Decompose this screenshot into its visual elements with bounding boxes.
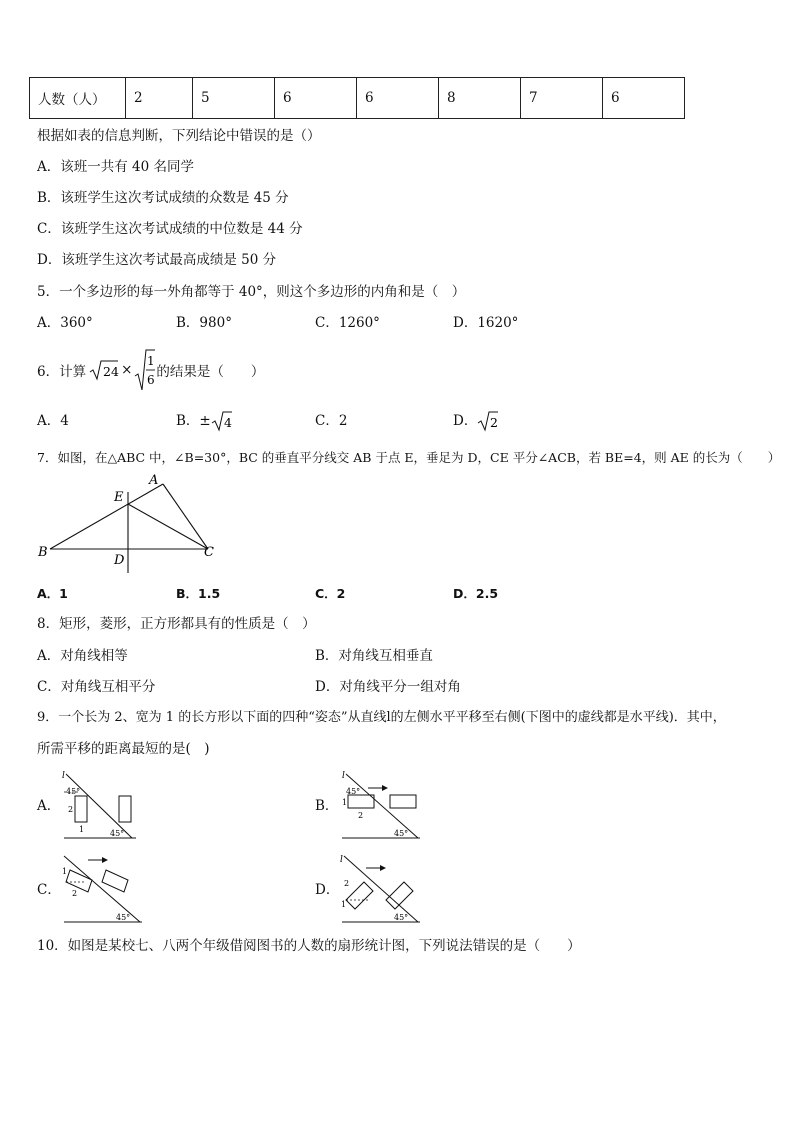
- table-header-cell: 人数（人）: [30, 78, 126, 119]
- question-5-option-b: B．980°: [176, 315, 232, 331]
- question-8-option-b: B．对角线互相垂直: [315, 648, 433, 664]
- line-l-label: l: [340, 855, 343, 865]
- side-1-label: 1: [342, 798, 348, 807]
- question-6-suffix: 的结果是（ ）: [156, 364, 265, 380]
- end-rectangle: [119, 796, 131, 822]
- question-8-stem: 8．矩形，菱形，正方形都具有的性质是（ ）: [37, 616, 316, 632]
- sqrt-fraction-expression: [134, 348, 156, 392]
- question-6-option-c: C．2: [315, 413, 348, 429]
- question-5-option-d: D．1620°: [453, 315, 519, 331]
- question-9-stem-line-2: 所需平移的距离最短的是( ): [37, 741, 210, 757]
- question-5-option-c: C．1260°: [315, 315, 380, 331]
- start-rectangle: [75, 796, 87, 822]
- end-rectangle: [390, 795, 416, 808]
- side-2-label: 2: [68, 805, 74, 814]
- table-cell: 6: [275, 78, 357, 119]
- question-4-option-c: C．该班学生这次考试成绩的中位数是 44 分: [37, 221, 303, 237]
- radicand-2: 2: [490, 415, 499, 430]
- angle-45-label-top: 45°: [346, 787, 361, 796]
- question-8-option-a: A．对角线相等: [37, 648, 128, 664]
- question-6-stem: [37, 348, 264, 392]
- question-5-option-a: A．360°: [37, 315, 93, 331]
- triangle-figure: [36, 472, 218, 576]
- question-4-stem: 根据如表的信息判断，下列结论中错误的是（）: [37, 128, 321, 144]
- question-8-option-d: D．对角线平分一组对角: [315, 679, 461, 695]
- rectangle-figure-d: [338, 852, 423, 924]
- fraction-denominator: 6: [147, 373, 156, 387]
- question-9-option-a-label: A．: [37, 798, 61, 814]
- side-2-label: 2: [358, 811, 364, 820]
- side-2-label: 2: [344, 879, 350, 888]
- table-cell: 6: [603, 78, 685, 119]
- line-l-label: l: [342, 771, 345, 781]
- times-sign: ×: [121, 362, 133, 378]
- arrow-head-icon: [380, 865, 386, 871]
- segment-ac: [163, 484, 208, 549]
- start-rectangle: [66, 870, 92, 892]
- question-6-option-b: [176, 410, 233, 432]
- table-cell: 5: [193, 78, 275, 119]
- radicand-24: 24: [103, 364, 119, 379]
- point-c-label: C: [204, 545, 214, 560]
- radicand-4: 4: [223, 415, 232, 430]
- line-l-label: l: [62, 771, 65, 781]
- frequency-table: [29, 77, 685, 119]
- start-rectangle: [346, 882, 373, 909]
- angle-45-label-bottom: 45°: [394, 829, 409, 838]
- point-a-label: A: [149, 473, 159, 488]
- angle-45-label-bottom: 45°: [110, 829, 125, 838]
- point-b-label: B: [38, 545, 48, 560]
- angle-45-label-bottom: 45°: [116, 913, 131, 922]
- question-9-option-c-label: C．: [37, 882, 61, 898]
- question-6-option-b-label: B．±: [176, 413, 211, 429]
- question-5-stem: 5．一个多边形的每一外角都等于 40°，则这个多边形的内角和是（ ）: [37, 284, 466, 300]
- arrow-head-icon: [382, 785, 388, 791]
- side-1-label: 1: [62, 867, 68, 876]
- table-row: [30, 78, 685, 119]
- rectangle-figure-a: [60, 770, 140, 840]
- table-cell: 6: [357, 78, 439, 119]
- question-4-option-d: D．该班学生这次考试最高成绩是 50 分: [37, 252, 277, 268]
- table-cell: 2: [126, 78, 193, 119]
- side-1-label: 1: [341, 900, 347, 909]
- question-9-stem-line-1: 9．一个长为 2、宽为 1 的长方形以下面的四种“姿态”从直线l的左侧水平平移至右侧(下图中的虚线都是水平线)．其中，: [37, 710, 726, 725]
- arrow-head-icon: [102, 857, 108, 863]
- point-e-label: E: [114, 490, 124, 505]
- fraction-numerator: 1: [147, 354, 156, 368]
- question-7-option-b: B．1.5: [176, 586, 221, 601]
- end-rectangle: [386, 882, 413, 909]
- question-9-option-d-label: D．: [315, 882, 340, 898]
- side-2-label: 2: [72, 889, 78, 898]
- end-rectangle: [102, 870, 128, 892]
- segment-ba: [50, 484, 163, 549]
- question-4-option-b: B．该班学生这次考试成绩的众数是 45 分: [37, 190, 289, 206]
- question-9-option-b-label: B．: [315, 798, 339, 814]
- question-7-option-d: D．2.5: [453, 586, 499, 601]
- angle-45-label-bottom: 45°: [394, 913, 409, 922]
- sqrt-2-expression: [477, 410, 499, 432]
- question-4-option-a: A．该班一共有 40 名同学: [37, 159, 195, 175]
- sqrt-24-expression: [89, 359, 119, 381]
- segment-ec: [128, 504, 208, 549]
- question-6-option-a: A．4: [37, 413, 69, 429]
- table-cell: 7: [521, 78, 603, 119]
- question-10-stem: 10．如图是某校七、八两个年级借阅图书的人数的扇形统计图，下列说法错误的是（ ）: [37, 938, 581, 954]
- side-1-label: 1: [79, 825, 85, 834]
- start-rectangle: [348, 795, 374, 808]
- question-8-option-c: C．对角线互相平分: [37, 679, 156, 695]
- angle-45-label-top: 45°: [66, 787, 81, 796]
- sqrt-4-expression: [211, 410, 233, 432]
- rectangle-figure-b: [338, 770, 423, 840]
- question-7-option-c: C．2: [315, 586, 346, 601]
- question-7-stem: 7．如图，在△ABC 中，∠B=30°，BC 的垂直平分线交 AB 于点 E，垂足为 D，CE 平分∠ACB，若 BE=4，则 AE 的长为（ ）: [37, 450, 781, 465]
- point-d-label: D: [114, 553, 125, 568]
- question-6-option-d-label: D．: [453, 413, 478, 429]
- table-cell: 8: [439, 78, 521, 119]
- question-6-option-d: [453, 410, 499, 432]
- question-6-prefix: 6．计算: [37, 364, 87, 380]
- rectangle-figure-c: [60, 852, 145, 924]
- question-7-option-a: A．1: [37, 586, 68, 601]
